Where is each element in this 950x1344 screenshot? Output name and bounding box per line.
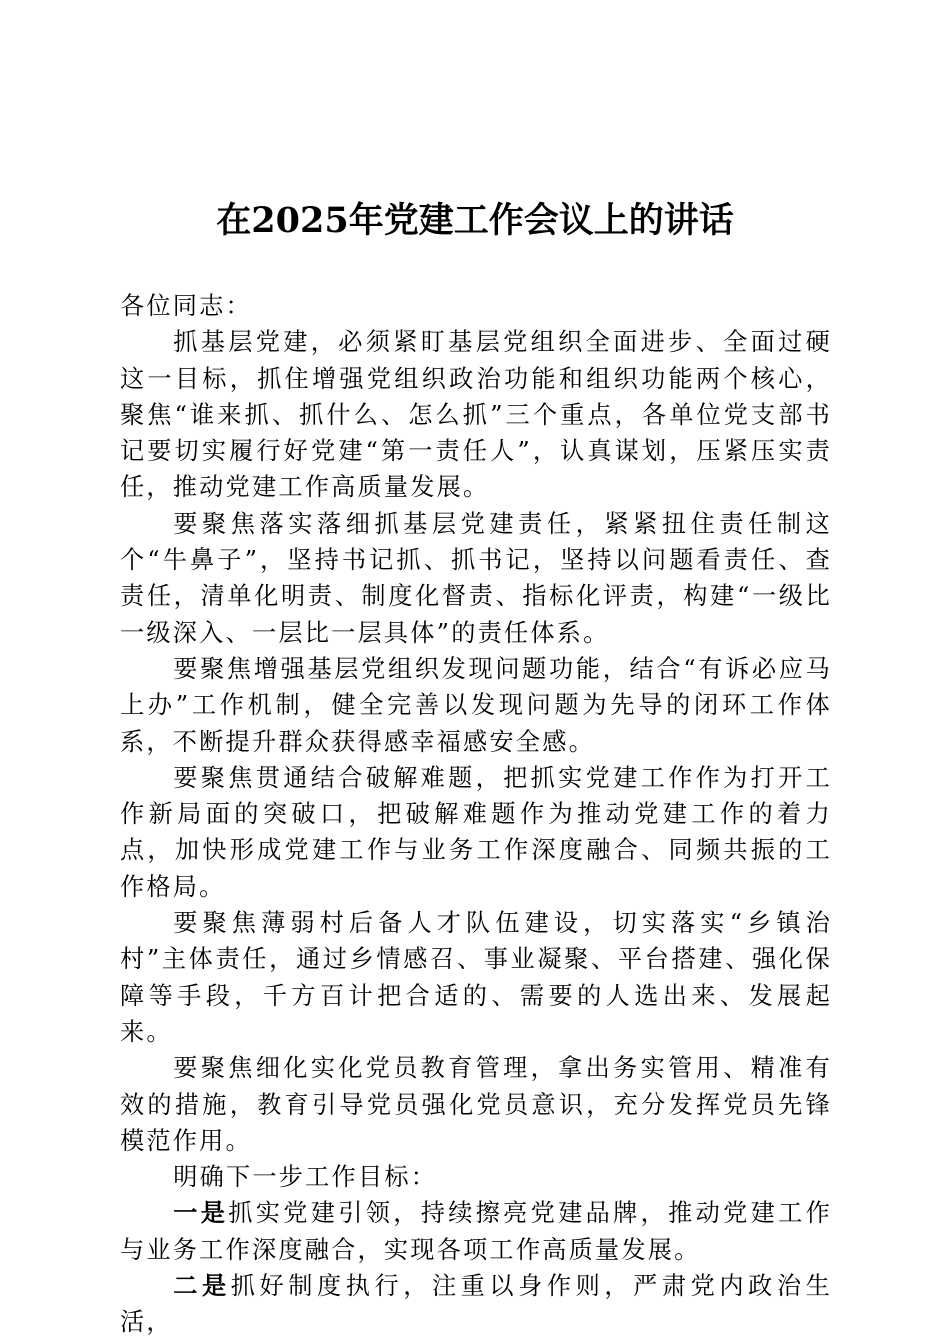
paragraph-3: 要聚焦增强基层党组织发现问题功能，结合“有诉必应马上办”工作机制，健全完善以发现问题为先导的闭环工作体系，不断提升群众获得感幸福感安全感。 [120,654,832,756]
paragraph-1: 抓基层党建，必须紧盯基层党组织全面进步、全面过硬这一目标，抓住增强党组织政治功能和组织功能两个核心，聚焦“谁来抓、抓什么、怎么抓”三个重点，各单位党支部书记要切实履行好党建“第一责任人”，认真谋划，压紧压实责任，推动党建工作高质量发展。 [120,328,832,502]
goal-2-lead: 二是 [173,1271,231,1301]
document-title: 在2025年党建工作会议上的讲话 [216,200,734,241]
goal-1 [120,1195,832,1268]
paragraph-5: 要聚焦薄弱村后备人才队伍建设，切实落实“乡镇治村”主体责任，通过乡情感召、事业凝聚、平台搭建、强化保障等手段，千方百计把合适的、需要的人选出来、发展起来。 [120,909,832,1046]
goal-1-lead: 一是 [173,1198,229,1228]
goal-2-text: 抓好制度执行，注重以身作则，严肃党内政治生活， [120,1272,833,1337]
goals-intro: 明确下一步工作目标： [173,1163,438,1192]
paragraph-4: 要聚焦贯通结合破解难题，把抓实党建工作作为打开工作新局面的突破口，把破解难题作为推动党建工作的着力点，加快形成党建工作与业务工作深度融合、同频共振的工作格局。 [120,763,832,901]
goal-2 [120,1268,832,1341]
salutation: 各位同志： [120,292,252,320]
paragraph-6: 要聚焦细化实化党员教育管理，拿出务实管用、精准有效的措施，教育引导党员强化党员意识，充分发挥党员先锋模范作用。 [120,1054,832,1155]
document-body [120,288,832,1341]
paragraph-2: 要聚焦落实落细抓基层党建责任，紧紧扭住责任制这个“牛鼻子”，坚持书记抓、抓书记，坚持以问题看责任、查责任，清单化明责、制度化督责、指标化评责，构建“一级比一级深入、一层比一层具体”的责任体系。 [120,509,832,647]
goal-1-text: 抓实党建引领，持续擦亮党建品牌，推动党建工作与业务工作深度融合，实现各项工作高质量发展。 [120,1199,833,1264]
